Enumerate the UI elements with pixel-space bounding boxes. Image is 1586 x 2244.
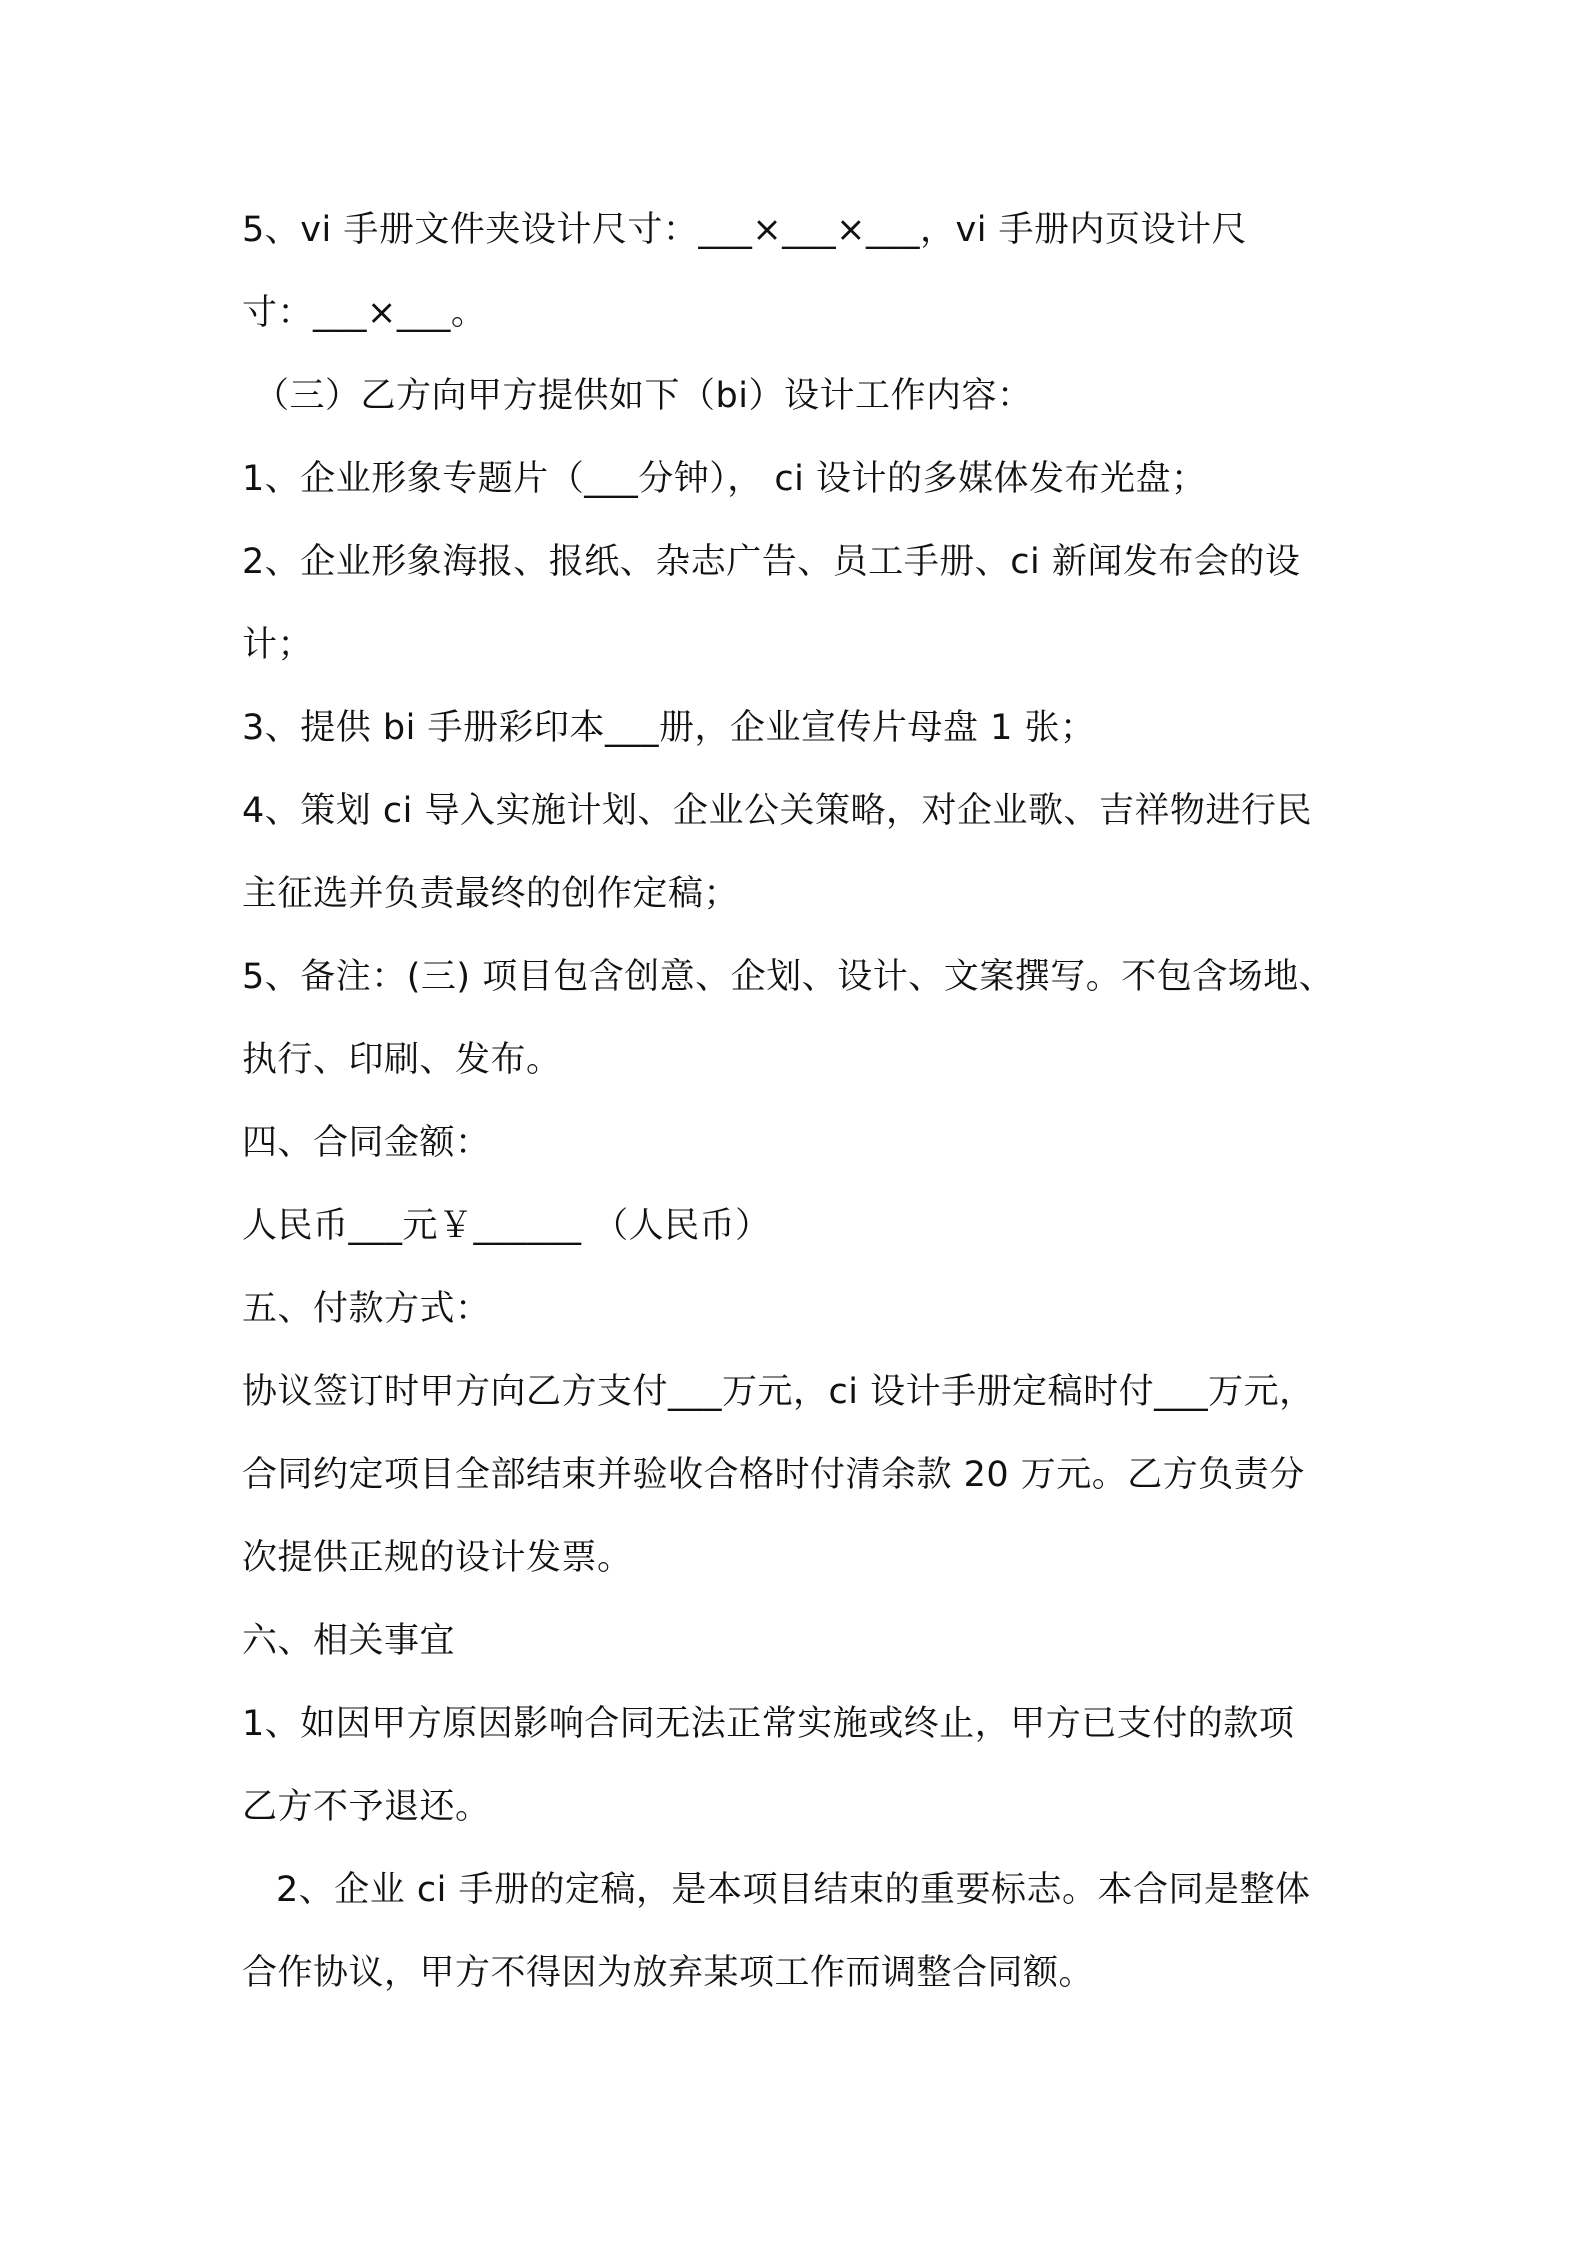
text-line-item-3: 3、提供 bi 手册彩印本___册，企业宣传片母盘 1 张；: [242, 708, 1096, 748]
text-line-item-2-cont: 计；: [242, 625, 314, 665]
text-line-matter-2: 2、企业 ci 手册的定稿，是本项目结束的重要标志。本合同是整体: [276, 1870, 1311, 1910]
text-line-item-5-cont: 执行、印刷、发布。: [242, 1040, 562, 1080]
text-line-item-4: 4、策划 ci 导入实施计划、企业公关策略，对企业歌、吉祥物进行民: [242, 791, 1312, 831]
text-line-matter-1-cont: 乙方不予退还。: [242, 1787, 491, 1827]
text-line-payment-3: 次提供正规的设计发票。: [242, 1538, 633, 1578]
section-heading-bi-design: （三）乙方向甲方提供如下（bi）设计工作内容：: [254, 376, 1033, 416]
text-line-item-5: 5、备注：(三) 项目包含创意、企划、设计、文案撰写。不包含场地、: [242, 957, 1335, 997]
text-line-payment-1: 协议签订时甲方向乙方支付___万元，ci 设计手册定稿时付___万元，: [242, 1372, 1315, 1412]
text-line-vi-page-size: 寸：___×___。: [242, 293, 487, 333]
section-heading-payment: 五、付款方式：: [242, 1289, 491, 1329]
text-line-matter-1: 1、如因甲方原因影响合同无法正常实施或终止，甲方已支付的款项: [242, 1704, 1295, 1744]
text-line-amount: 人民币___元￥______ （人民币）: [242, 1206, 771, 1246]
text-line-item-2: 2、企业形象海报、报纸、杂志广告、员工手册、ci 新闻发布会的设: [242, 542, 1301, 582]
text-line-item-1: 1、企业形象专题片（___分钟）， ci 设计的多媒体发布光盘；: [242, 459, 1207, 499]
text-line-payment-2: 合同约定项目全部结束并验收合格时付清余款 20 万元。乙方负责分: [242, 1455, 1305, 1495]
section-heading-contract-amount: 四、合同金额：: [242, 1123, 491, 1163]
text-line-matter-2-cont: 合作协议，甲方不得因为放弃某项工作而调整合同额。: [242, 1953, 1095, 1993]
section-heading-related-matters: 六、相关事宜: [242, 1621, 456, 1661]
text-line-vi-folder-size: 5、vi 手册文件夹设计尺寸：___×___×___，vi 手册内页设计尺: [242, 210, 1248, 250]
text-line-item-4-cont: 主征选并负责最终的创作定稿；: [242, 874, 740, 914]
